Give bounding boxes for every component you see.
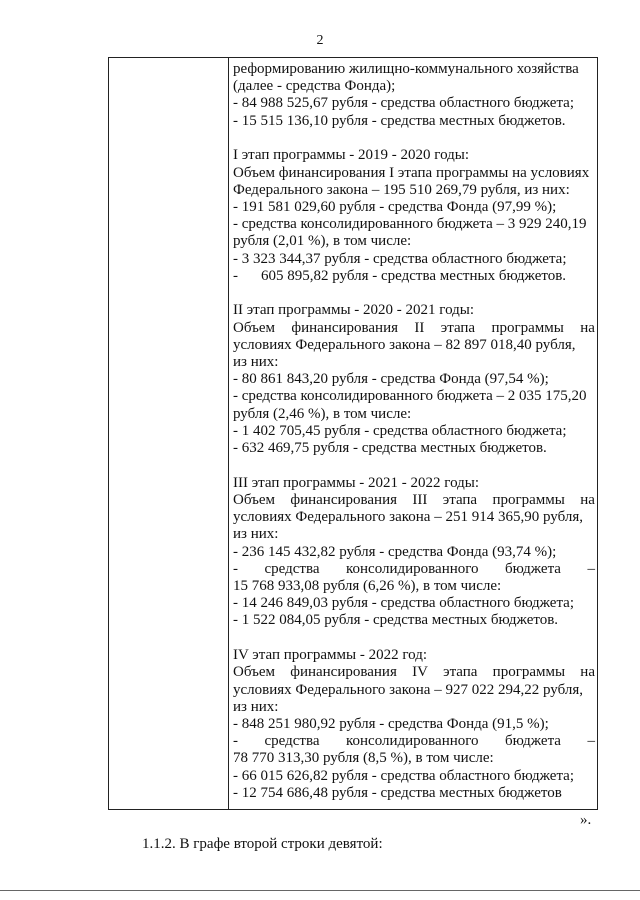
word: Объем — [233, 491, 275, 508]
word: финансирования — [291, 319, 399, 336]
word: на — [580, 319, 595, 336]
word: – — [587, 733, 595, 750]
stage-1-line-text: 605 895,82 рубля - средства местных бюджетов. — [261, 267, 567, 284]
word: бюджета — [505, 560, 561, 577]
stage-3-justified-line — [233, 561, 595, 578]
word: - — [233, 733, 238, 750]
word: III — [412, 491, 428, 508]
stage-4-line: - 12 754 686,48 рубля - средства местных бюджетов — [233, 784, 562, 801]
stage-2-line: - 1 402 705,45 рубля - средства областного бюджета; — [233, 422, 567, 439]
dash: - — [233, 267, 238, 284]
word: программы — [491, 319, 564, 336]
page-bottom-rule — [0, 890, 640, 891]
stage-3-title: III этап программы - 2021 - 2022 годы: — [233, 474, 480, 491]
stage-3-line: - 14 246 849,03 рубля - средства областного бюджета; — [233, 595, 575, 612]
intro-line: - 15 515 136,10 рубля - средства местных бюджетов. — [233, 112, 566, 129]
stage-4-line: - 848 251 980,92 рубля - средства Фонда (91,5 %); — [233, 715, 549, 732]
stage-1-line: Объем финансирования I этапа программы на условиях — [233, 164, 590, 181]
stage-1-line: - 3 323 344,37 рубля - средства областного бюджета; — [233, 250, 567, 267]
word: на — [580, 664, 595, 681]
intro-line: - 84 988 525,67 рубля - средства областного бюджета; — [233, 95, 575, 112]
stage-3-justified-line — [233, 492, 595, 509]
word: программы — [492, 491, 565, 508]
word: Объем — [233, 319, 275, 336]
word: финансирования — [290, 664, 397, 681]
stage-2-block — [233, 302, 595, 457]
column-divider — [228, 58, 229, 809]
stage-1-line — [233, 268, 595, 285]
stage-1-line: рубля (2,01 %), в том числе: — [233, 233, 412, 250]
word: консолидированного — [345, 560, 479, 577]
word: этапа — [440, 319, 476, 336]
word: финансирования — [290, 491, 398, 508]
closing-quote: ». — [580, 812, 592, 828]
word: Объем — [233, 664, 275, 681]
stage-3-line: из них: — [233, 526, 279, 543]
stage-2-line: - средства консолидированного бюджета – 2 035 175,20 — [233, 388, 587, 405]
funding-cell — [233, 61, 595, 802]
page-number: 2 — [316, 33, 324, 48]
stage-2-title: II этап программы - 2020 - 2021 годы: — [233, 302, 475, 319]
stage-4-line: из них: — [233, 698, 279, 715]
stage-2-line: условиях Федерального закона – 82 897 018,40 рубля, — [233, 336, 576, 353]
stage-4-line: условиях Федерального закона – 927 022 294,22 рубля, — [233, 681, 583, 698]
intro-line: реформированию жилищно-коммунального хозяйства — [233, 61, 579, 77]
word: - — [233, 560, 238, 577]
stage-2-line: - 80 861 843,20 рубля - средства Фонда (97,54 %); — [233, 371, 549, 388]
word: этапа — [443, 664, 478, 681]
stage-4-line: 78 770 313,30 рубля (8,5 %), в том числе: — [233, 750, 494, 767]
word: программы — [492, 664, 566, 681]
stage-2-line: из них: — [233, 354, 279, 371]
stage-3-line: 15 768 933,08 рубля (6,26 %), в том числе: — [233, 577, 502, 594]
word: II — [414, 319, 425, 336]
stage-3-line: условиях Федерального закона – 251 914 365,90 рубля, — [233, 509, 583, 526]
word: на — [580, 491, 595, 508]
intro-block — [233, 61, 595, 130]
stage-1-block — [233, 147, 595, 285]
funding-table — [108, 57, 598, 810]
stage-3-line: - 1 522 084,05 рубля - средства местных бюджетов. — [233, 612, 559, 629]
stage-4-title: IV этап программы - 2022 год: — [233, 647, 428, 664]
word: средства — [264, 733, 320, 750]
stage-1-line: - 191 581 029,60 рубля - средства Фонда (97,99 %); — [233, 198, 557, 215]
stage-1-title: I этап программы - 2019 - 2020 годы: — [233, 147, 470, 164]
stage-1-line: Федерального закона – 195 510 269,79 рубля, из них: — [233, 181, 570, 198]
word: этапа — [442, 491, 478, 508]
stage-3-block — [233, 475, 595, 630]
stage-4-line: - 66 015 626,82 рубля - средства областного бюджета; — [233, 767, 575, 784]
word: консолидированного — [345, 733, 479, 750]
word: средства — [264, 560, 320, 577]
stage-1-line: - средства консолидированного бюджета – 3 929 240,19 — [233, 216, 587, 233]
stage-2-justified-line — [233, 320, 595, 337]
stage-2-line: рубля (2,46 %), в том числе: — [233, 405, 412, 422]
stage-4-block — [233, 647, 595, 802]
word: бюджета — [505, 733, 561, 750]
word: IV — [412, 664, 428, 681]
next-paragraph: 1.1.2. В графе второй строки девятой: — [142, 836, 383, 852]
stage-4-justified-line — [233, 664, 595, 681]
stage-2-line: - 632 469,75 рубля - средства местных бюджетов. — [233, 440, 547, 457]
intro-line: (далее - средства Фонда); — [233, 78, 396, 95]
word: – — [587, 560, 595, 577]
stage-3-line: - 236 145 432,82 рубля - средства Фонда (93,74 %); — [233, 543, 557, 560]
stage-4-justified-line — [233, 733, 595, 750]
